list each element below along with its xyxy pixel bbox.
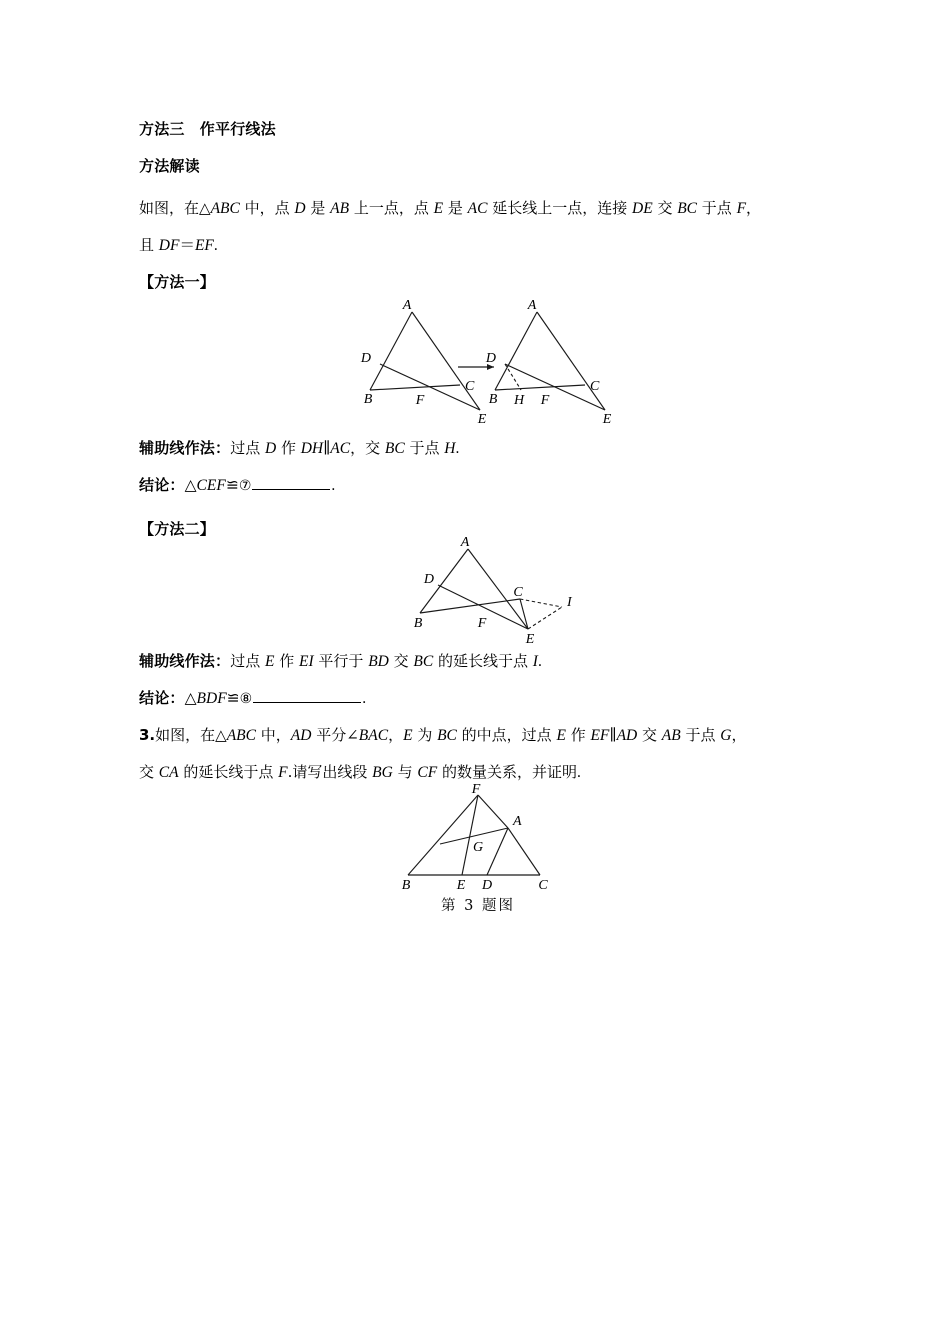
math-ab: AB: [661, 727, 681, 744]
math-de: DE: [632, 200, 653, 217]
math-bg: BG: [372, 764, 393, 781]
period: .: [537, 653, 542, 670]
aux-text: 于点: [404, 439, 445, 457]
math-ef: EF: [194, 237, 214, 254]
math-ca: CA: [158, 764, 179, 781]
aux-text: 作: [274, 652, 299, 670]
math-e: E: [403, 727, 413, 744]
q3-text: 交: [139, 763, 159, 781]
math-bc: BC: [677, 200, 698, 217]
intro-text: 上一点，点: [349, 199, 434, 217]
figure2-label-A: A: [460, 535, 470, 550]
figure2-label-I: I: [567, 595, 572, 610]
blank-number-8: ⑧: [239, 691, 253, 707]
intro-text: 交: [652, 199, 678, 217]
congruent-symbol: ≌: [225, 477, 239, 494]
figure1-left-label-A: A: [402, 298, 412, 313]
answer-blank-7[interactable]: [252, 476, 330, 490]
figure3-label-G: G: [473, 840, 484, 855]
conclusion-label: 结论：: [139, 476, 185, 494]
math-abc: ABC: [226, 727, 256, 744]
period: .: [455, 440, 460, 457]
figure3-label-E: E: [456, 878, 466, 893]
triangle-symbol: △: [184, 690, 197, 707]
q3-text: ，: [388, 726, 404, 744]
question-three-figure: [400, 782, 565, 893]
method-one-figure: [360, 298, 612, 427]
math-f: F: [278, 764, 288, 781]
method-two-aux-line: [139, 650, 542, 673]
method-heading: 方法三 作平行线法: [139, 120, 276, 138]
question-number: 3.: [139, 726, 156, 744]
aux-text: 过点: [230, 439, 265, 457]
math-e: E: [433, 200, 444, 217]
math-g: G: [720, 727, 732, 744]
figure1-right-label-B: B: [488, 392, 498, 407]
math-i: I: [532, 653, 538, 670]
intro-text: 是: [305, 199, 331, 217]
figure1-right-label-A: A: [527, 298, 537, 313]
intro-text: 延长线上一点，连接: [487, 199, 632, 217]
math-ac: AC: [330, 440, 351, 457]
math-d: D: [294, 200, 306, 217]
intro-line-2: [139, 234, 218, 257]
math-dh: DH: [300, 440, 324, 457]
triangle-symbol: △: [184, 477, 197, 494]
math-ab: AB: [330, 200, 350, 217]
period: .: [576, 764, 581, 781]
figure1-left-label-D: D: [360, 351, 371, 366]
math-df: DF: [158, 237, 180, 254]
aux-text: 过点: [230, 652, 265, 670]
intro-text: 是: [443, 199, 468, 217]
intro-text: 于点: [697, 199, 737, 217]
aux-label: 辅助线作法：: [139, 652, 231, 670]
figure3-label-D: D: [481, 878, 493, 893]
figure3-label-A: A: [513, 814, 522, 829]
q3-text: .请写出线段: [287, 763, 373, 781]
figure2-label-E: E: [525, 632, 535, 647]
method-one-conclusion-line: [139, 474, 335, 497]
figure3-label-B: B: [401, 878, 411, 893]
equals-sign: ＝: [179, 237, 195, 254]
period: .: [362, 690, 367, 707]
math-cf: CF: [417, 764, 438, 781]
q3-text: 的中点，过点: [456, 726, 557, 744]
math-h: H: [444, 440, 456, 457]
q3-text: ，在△: [185, 726, 227, 744]
question-3-line-2: [139, 761, 581, 784]
parallel-symbol: ∥: [323, 440, 331, 457]
aux-text: 交: [388, 652, 414, 670]
math-ad: AD: [290, 727, 312, 744]
intro-text: ，: [746, 199, 762, 217]
method-two-conclusion-line: [139, 687, 366, 710]
q3-text: 如图: [155, 726, 186, 744]
intro-text: 且: [139, 236, 159, 254]
method-one-aux-line: [139, 437, 459, 460]
q3-text: 的数量关系，并证明: [437, 763, 577, 781]
figure3-caption: 第 3 题图: [441, 898, 515, 914]
figure1-right-label-D: D: [485, 351, 496, 366]
figure1-left-triangle: [370, 312, 480, 410]
aux-label: 辅助线作法：: [139, 439, 231, 457]
q3-text: 中，: [255, 726, 291, 744]
q3-text: 的延长线于点: [178, 763, 279, 781]
figure2-label-C: C: [513, 585, 523, 600]
math-bc: BC: [437, 727, 457, 744]
aux-text: 的延长线于点: [433, 652, 533, 670]
figure1-left-label-F: F: [415, 393, 425, 408]
intro-text: ，在△: [169, 199, 211, 217]
question-3-line-1: [139, 724, 747, 747]
figure1-right-triangle: [485, 298, 612, 427]
math-d: D: [264, 440, 277, 457]
figure2-label-B: B: [413, 616, 423, 631]
figure2-label-D: D: [423, 572, 434, 587]
math-e: E: [556, 727, 566, 744]
intro-text: 中，点: [239, 199, 295, 217]
aux-text: 作: [276, 439, 301, 457]
math-e: E: [264, 653, 275, 670]
figure3-label-F: F: [471, 782, 481, 797]
q3-text: 与: [392, 763, 418, 781]
figure1-right-label-C: C: [590, 379, 600, 394]
math-bac: BAC: [358, 727, 389, 744]
figure2-label-F: F: [477, 616, 487, 631]
parallel-symbol: ∥: [609, 727, 617, 744]
q3-text: ，: [731, 726, 747, 744]
method-two-heading: 【方法二】: [139, 520, 216, 538]
math-ef: EF: [590, 727, 610, 744]
math-cef: CEF: [196, 477, 226, 494]
figure1-left-label-C: C: [465, 379, 475, 394]
method-one-heading: 【方法一】: [139, 273, 216, 291]
figure2-edges: [420, 549, 528, 629]
math-abc: ABC: [210, 200, 240, 217]
q3-text: 交: [637, 726, 662, 744]
math-ac: AC: [467, 200, 488, 217]
figure1-left-label-E: E: [477, 412, 487, 427]
congruent-symbol: ≌: [226, 690, 240, 707]
math-bc: BC: [413, 653, 434, 670]
figure1-left-label-B: B: [363, 392, 373, 407]
figure1-right-label-H: H: [513, 393, 525, 408]
q3-text: 作: [565, 726, 591, 744]
math-f: F: [736, 200, 747, 217]
figure3-label-C: C: [538, 878, 548, 893]
figure1-right-label-E: E: [602, 412, 612, 427]
q3-text: 平分∠: [311, 726, 359, 744]
math-bc: BC: [384, 440, 405, 457]
answer-blank-8[interactable]: [253, 689, 361, 703]
intro-text: 如图: [139, 199, 170, 217]
math-bd: BD: [368, 653, 389, 670]
blank-number-7: ⑦: [238, 478, 252, 494]
method-two-figure: [410, 535, 585, 647]
math-ei: EI: [299, 653, 314, 670]
method-subheading: 方法解读: [139, 157, 200, 175]
figure3-edges: [408, 795, 540, 875]
aux-text: 平行于: [313, 652, 369, 670]
figure1-right-label-F: F: [540, 393, 550, 408]
q3-text: 为: [412, 726, 438, 744]
math-bdf: BDF: [196, 690, 227, 707]
intro-line-1: [139, 197, 761, 220]
q3-text: 于点: [680, 726, 721, 744]
period: .: [213, 237, 218, 254]
math-ad: AD: [616, 727, 638, 744]
period: .: [331, 477, 336, 494]
aux-text: ，交: [350, 439, 385, 457]
conclusion-label: 结论：: [139, 689, 185, 707]
